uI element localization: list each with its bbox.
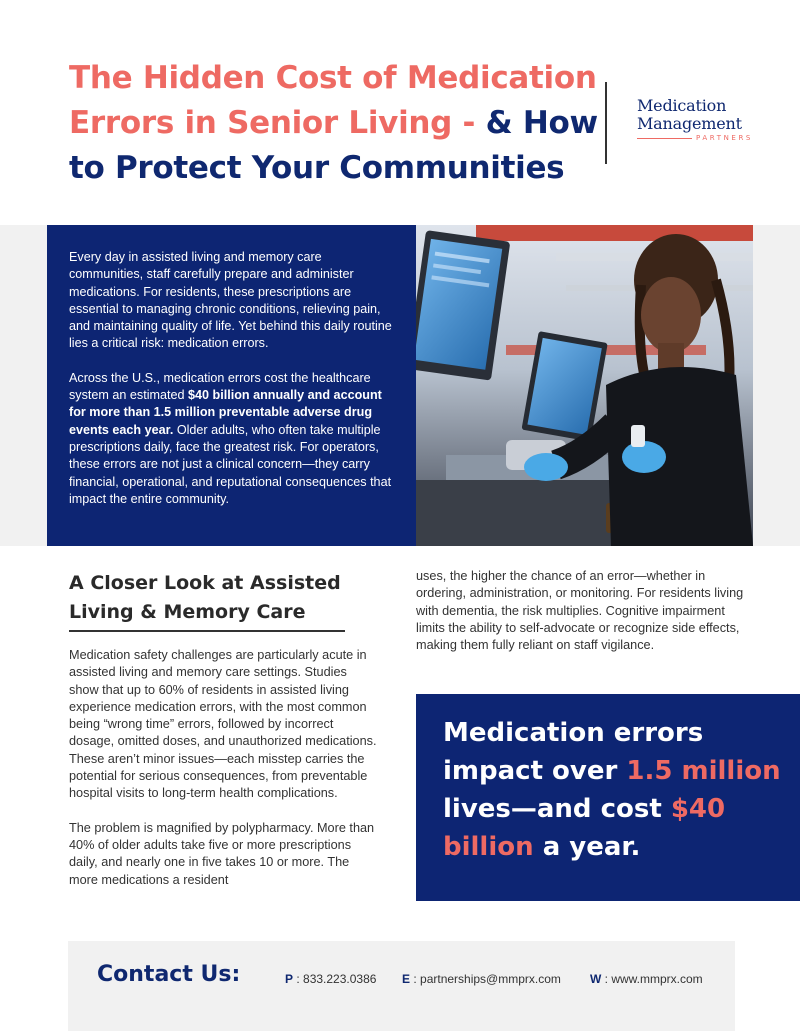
title-highlight: The Hidden Cost of Medication Errors in Senior Living - <box>69 60 597 141</box>
web-label: W <box>590 972 602 986</box>
callout-highlight-1: 1.5 million <box>626 756 781 786</box>
title-rest: & How to Protect Your Communities <box>69 105 598 186</box>
title-divider <box>605 82 607 164</box>
contact-bar <box>68 941 735 1031</box>
phone-label: P <box>285 972 294 986</box>
logo-line-1: Medication <box>637 96 727 115</box>
logo-line-3: PARTNERS <box>696 134 753 142</box>
contact-email[interactable] <box>402 972 561 986</box>
logo-line-2: Management <box>637 114 742 133</box>
phone-value: : 833.223.0386 <box>293 972 377 986</box>
logo-rule <box>637 138 692 139</box>
intro-p2-end: Older adults, who often take multiple prescriptions daily, face the greatest risk. For operators, these errors are not just a clinical concern—they carry financial, operational, and reputational consequences that impact the entire community. <box>69 422 392 506</box>
intro-paragraph-2 <box>69 370 399 508</box>
intro-p2-start: Across the U.S., medication errors cost the healthcare system an estimated <box>69 370 371 403</box>
pharmacy-photo-illustration <box>416 225 753 546</box>
contact-website[interactable] <box>590 972 703 986</box>
page-title <box>69 56 599 191</box>
intro-panel <box>47 225 417 546</box>
intro-p2-bold: $40 billion annually and account for more than 1.5 million preventable adverse drug events each year. <box>69 388 382 437</box>
body-column-2: uses, the higher the chance of an error—whether in ordering, administration, or monitoring. For residents living with dementia, the risk multiplies. Cognitive impairment limits the ability to self-advocate or recognize side effects, making them fully reliant on staff vigilance. <box>416 569 744 653</box>
logo-line-3-row <box>637 134 762 142</box>
callout-highlight-2: $40 billion <box>443 794 726 862</box>
body-paragraph-1: Medication safety challenges are particularly acute in assisted living and memory care settings. Studies show that up to 60% of residents in assisted living experience medication errors, with the most common being “wrong time” errors, followed by incorrect dosage, omitted doses, and unauthorized medications. These aren’t minor issues—each misstep carries the potential for serious consequences, from preventable hospital visits to long-term health complications. <box>69 648 377 801</box>
email-label: E <box>402 972 411 986</box>
body-paragraph-2: The problem is magnified by polypharmacy. More than 40% of older adults take five or more prescriptions daily, and nearly one in five takes 10 or more. The more medications a resident <box>69 820 375 887</box>
contact-heading: Contact Us: <box>97 962 241 987</box>
email-value: : partnerships@mmprx.com <box>410 972 561 986</box>
stat-callout <box>416 694 800 901</box>
pharmacy-photo <box>416 225 753 546</box>
callout-text-2: lives—and cost <box>443 794 671 824</box>
callout-text-1: Medication errors impact over <box>443 718 704 786</box>
section-heading-rule <box>69 630 345 632</box>
contact-phone[interactable] <box>285 972 376 986</box>
web-value: : www.mmprx.com <box>601 972 703 986</box>
intro-paragraph-1: Every day in assisted living and memory care communities, staff carefully prepare and administer medications. For residents, these prescriptions are essential to managing chronic conditions, relieving pain, and maintaining quality of life. Yet behind this daily routine lies a critical risk: medication errors. <box>69 250 392 351</box>
company-logo <box>637 97 762 142</box>
callout-text-3: a year. <box>533 832 641 862</box>
body-column-1 <box>69 647 379 889</box>
section-heading: A Closer Look at Assisted Living & Memory Care <box>69 572 341 623</box>
